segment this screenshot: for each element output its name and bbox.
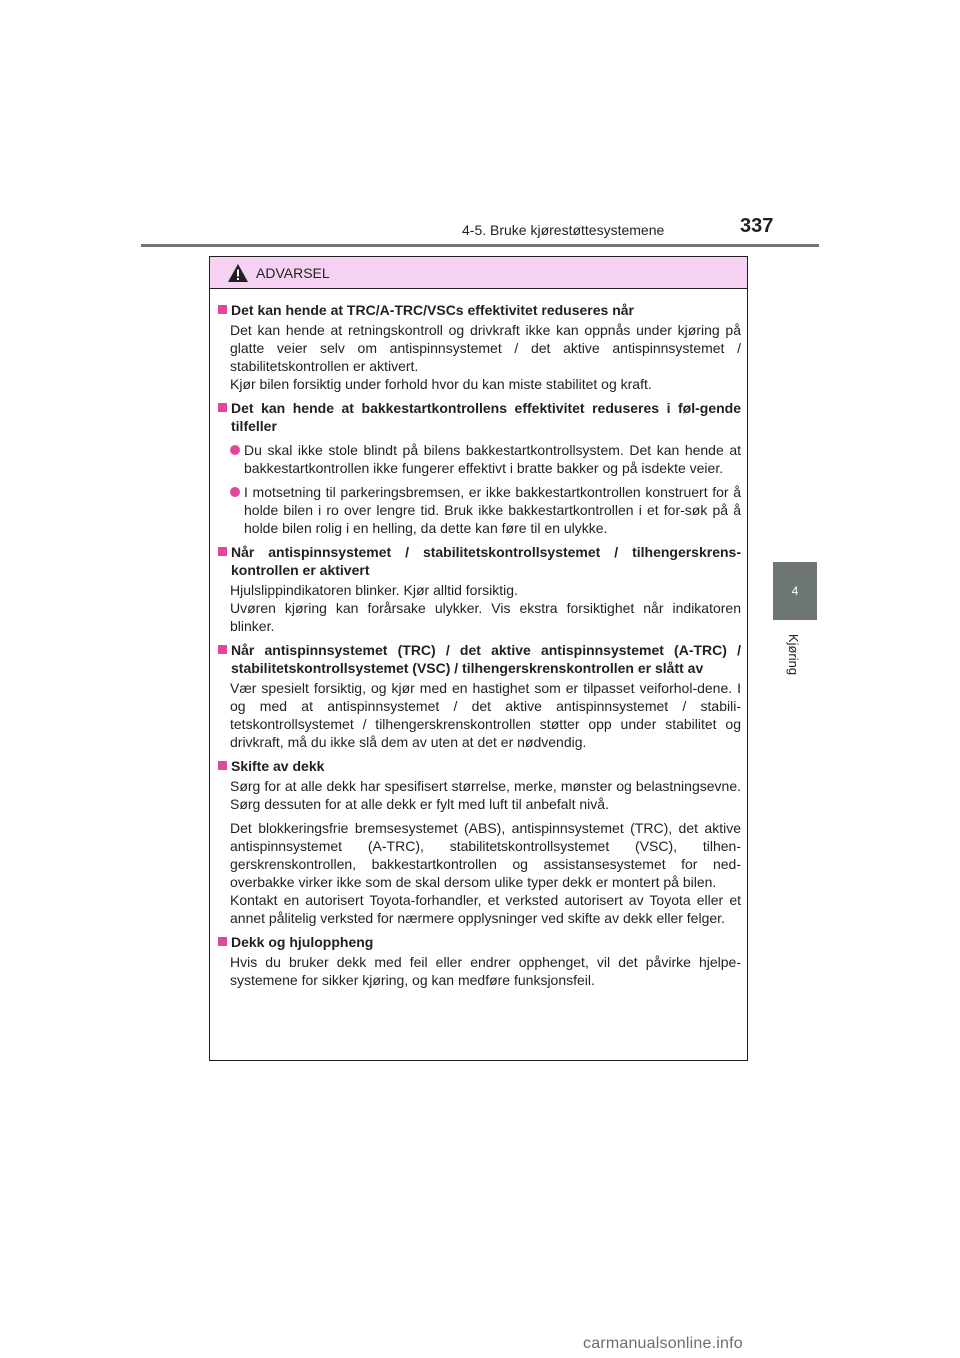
paragraph: Hjulslippindikatoren blinker. Kjør alltid forsiktig. [230,582,518,598]
chapter-number: 4 [791,584,799,598]
section-heading: Det kan hende at TRC/A-TRC/VSCs effektivitet reduseres når [231,302,634,318]
pink-bullet-icon [230,445,240,455]
pink-square-icon [218,403,227,412]
warning-box [209,256,748,1061]
warning-header [210,257,747,289]
section-title: 4-5. Bruke kjørestøttesystemene [462,222,665,238]
section-heading: Skifte av dekk [231,758,325,774]
header-divider [141,244,819,247]
paragraph: Kontakt en autorisert Toyota-forhandler, et verksted autorisert av Toyota eller et annet pålitelig verksted for nærmere opplysninger ved skifte av dekk eller felger. [230,892,741,926]
bullet-text: I motsetning til parkeringsbremsen, er ikke bakkestartkontrollen konstruert for å holde bilen i ro over lengre tid. Bruk ikke bakkestartkontrollen i et for-søk på å holde bilen rolig i en helling, da dette kan føre til en ulykke. [244,484,741,536]
pink-square-icon [218,937,227,946]
chapter-label-container [762,626,826,682]
pink-square-icon [218,547,227,556]
chapter-label: Kjøring [786,633,802,675]
warning-section [218,543,741,635]
paragraph: Sørg for at alle dekk har spesifisert størrelse, merke, mønster og belastningsevne. Sørg dessuten for at alle dekk er fylt med luft til anbefalt nivå. [230,778,741,812]
section-heading: Når antispinnsystemet / stabilitetskontrollsystemet / tilhengerskrens-kontrollen er aktivert [231,544,741,578]
warning-section [218,399,741,537]
warning-content [210,289,747,989]
paragraph: Hvis du bruker dekk med feil eller endrer opphenget, vil det påvirke hjelpe-systemene for sikker kjøring, og kan medføre funksjonsfeil. [230,954,741,988]
warning-section [218,757,741,927]
bullet-text: Du skal ikke stole blindt på bilens bakkestartkontrollsystem. Det kan hende at bakkestartkontrollen ikke fungerer effektivt i bratte bakker og på isdekte veier. [244,442,741,476]
chapter-tab [773,562,817,620]
warning-section [218,641,741,751]
pink-square-icon [218,761,227,770]
list-item [230,441,741,477]
list-item [230,483,741,537]
paragraph: Kjør bilen forsiktig under forhold hvor du kan miste stabilitet og kraft. [230,376,652,392]
paragraph: Uvøren kjøring kan forårsake ulykker. Vis ekstra forsiktighet når indikatoren blinker. [230,600,741,634]
pink-square-icon [218,645,227,654]
section-heading: Når antispinnsystemet (TRC) / det aktive antispinnsystemet (A-TRC) / stabilitetskontrollsystemet (VSC) / tilhengerskrenskontrollen er slått av [231,642,741,676]
warning-section [218,301,741,393]
warning-triangle-icon [227,263,249,283]
section-heading: Dekk og hjuloppheng [231,934,374,950]
paragraph: Vær spesielt forsiktig, og kjør med en hastighet som er tilpasset veiforhol-dene. I og med at antispinnsystemet / det aktive antispinnsystemet / stabili-tetskontrollsystemet / tilhengerskrenskontrollen støtter opp under stabilitet og drivkraft, må du ikke slå dem av uten at det er nødvendig. [230,680,741,750]
pink-square-icon [218,305,227,314]
page-number: 337 [740,215,774,237]
pink-bullet-icon [230,487,240,497]
warning-section [218,933,741,989]
paragraph: Det blokkeringsfrie bremsesystemet (ABS), antispinnsystemet (TRC), det aktive antispinnsystemet (A-TRC), stabilitetskontrollsystemet (VSC), tilhen-gerskrenskontrollen, bakkestartkontrollen og assistansesystemet for ned-overbakke virker ikke som de skal dersom ulike typer dekk er montert på bilen. [230,820,741,890]
warning-title: ADVARSEL [256,264,330,281]
section-heading: Det kan hende at bakkestartkontrollens effektivitet reduseres i føl-gende tilfeller [231,400,741,434]
watermark: carmanualsonline.info [583,1335,743,1352]
paragraph: Det kan hende at retningskontroll og drivkraft ikke kan oppnås under kjøring på glatte veier selv om antispinnsystemet / det aktive antispinnsystemet / stabilitetskontrollen er aktivert. [230,322,741,374]
